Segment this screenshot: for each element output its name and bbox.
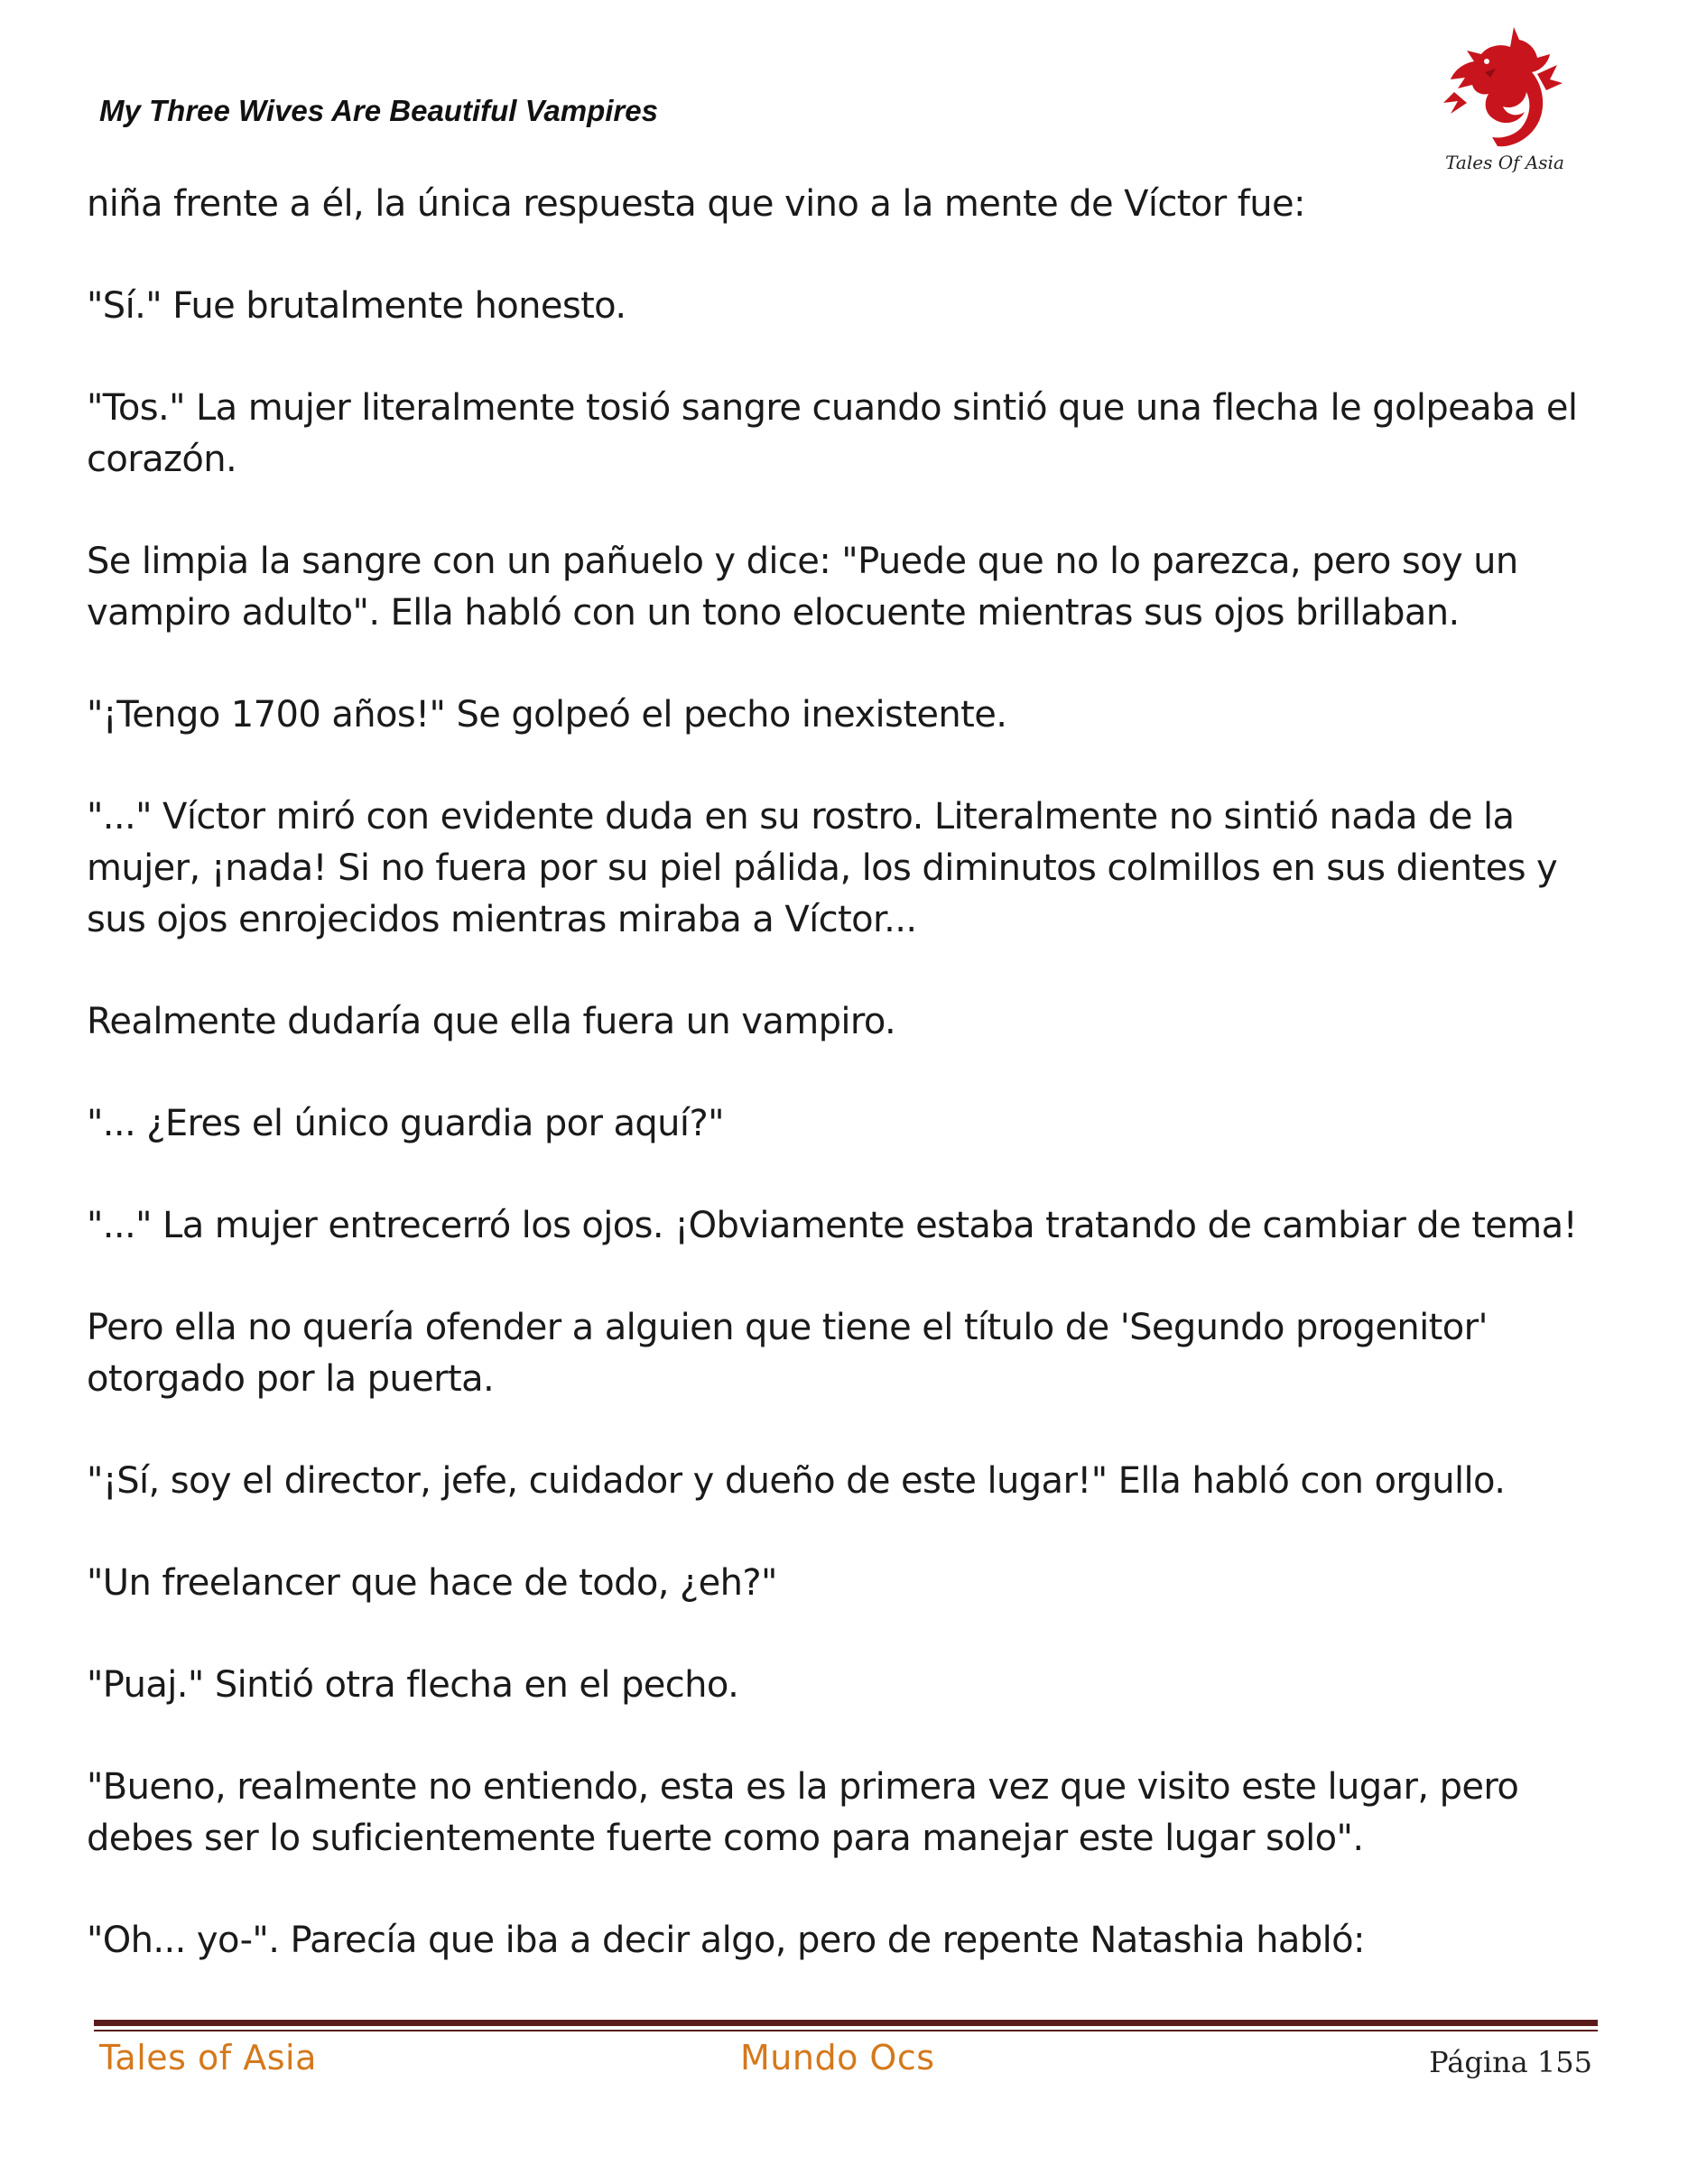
page-body (87, 179, 1603, 2017)
footer-section-name: Mundo Ocs (740, 2038, 935, 2078)
footer-site-name: Tales of Asia (99, 2038, 317, 2078)
paragraph: Se limpia la sangre con un pañuelo y dice: "Puede que no lo parezca, pero soy un vampiro adulto". Ella habló con un tono elocuente mientras sus ojos brillaban. (87, 541, 1518, 634)
paragraph: niña frente a él, la única respuesta que vino a la mente de Víctor fue: (87, 183, 1305, 225)
paragraph: "Bueno, realmente no entiendo, esta es la primera vez que visito este lugar, pero debes ser lo suficientemente fuerte como para manejar este lugar solo". (87, 1766, 1519, 1859)
tales-of-asia-logo (1431, 20, 1566, 182)
footer-divider (94, 2020, 1598, 2026)
paragraph: Realmente dudaría que ella fuera un vampiro. (87, 1001, 896, 1042)
page-number: Página 155 (1429, 2045, 1592, 2079)
footer-divider-thin (94, 2030, 1598, 2031)
paragraph: Pero ella no quería ofender a alguien que tiene el título de 'Segundo progenitor' otorgado por la puerta. (87, 1307, 1488, 1400)
paragraph: "Puaj." Sintió otra flecha en el pecho. (87, 1664, 739, 1706)
paragraph: "¡Tengo 1700 años!" Se golpeó el pecho inexistente. (87, 694, 1007, 736)
paragraph: "¡Sí, soy el director, jefe, cuidador y dueño de este lugar!" Ella habló con orgullo. (87, 1460, 1506, 1502)
paragraph: "..." La mujer entrecerró los ojos. ¡Obviamente estaba tratando de cambiar de tema! (87, 1205, 1578, 1246)
paragraph: "Oh... yo-". Parecía que iba a decir algo, pero de repente Natashia habló: (87, 1920, 1365, 1961)
paragraph: "..." Víctor miró con evidente duda en su rostro. Literalmente no sintió nada de la mujer, ¡nada! Si no fuera por su piel pálida, los diminutos colmillos en sus dientes y sus ojos enrojecidos mientras miraba a Víctor... (87, 796, 1558, 940)
paragraph: "Tos." La mujer literalmente tosió sangre cuando sintió que una flecha le golpeaba el corazón. (87, 387, 1578, 480)
paragraph: "Sí." Fue brutalmente honesto. (87, 285, 626, 327)
logo-text: Tales Of Asia (1445, 152, 1564, 173)
paragraph: "... ¿Eres el único guardia por aquí?" (87, 1103, 724, 1144)
book-title: My Three Wives Are Beautiful Vampires (99, 94, 658, 127)
dragon-icon (1431, 20, 1566, 155)
paragraph: "Un freelancer que hace de todo, ¿eh?" (87, 1562, 777, 1604)
